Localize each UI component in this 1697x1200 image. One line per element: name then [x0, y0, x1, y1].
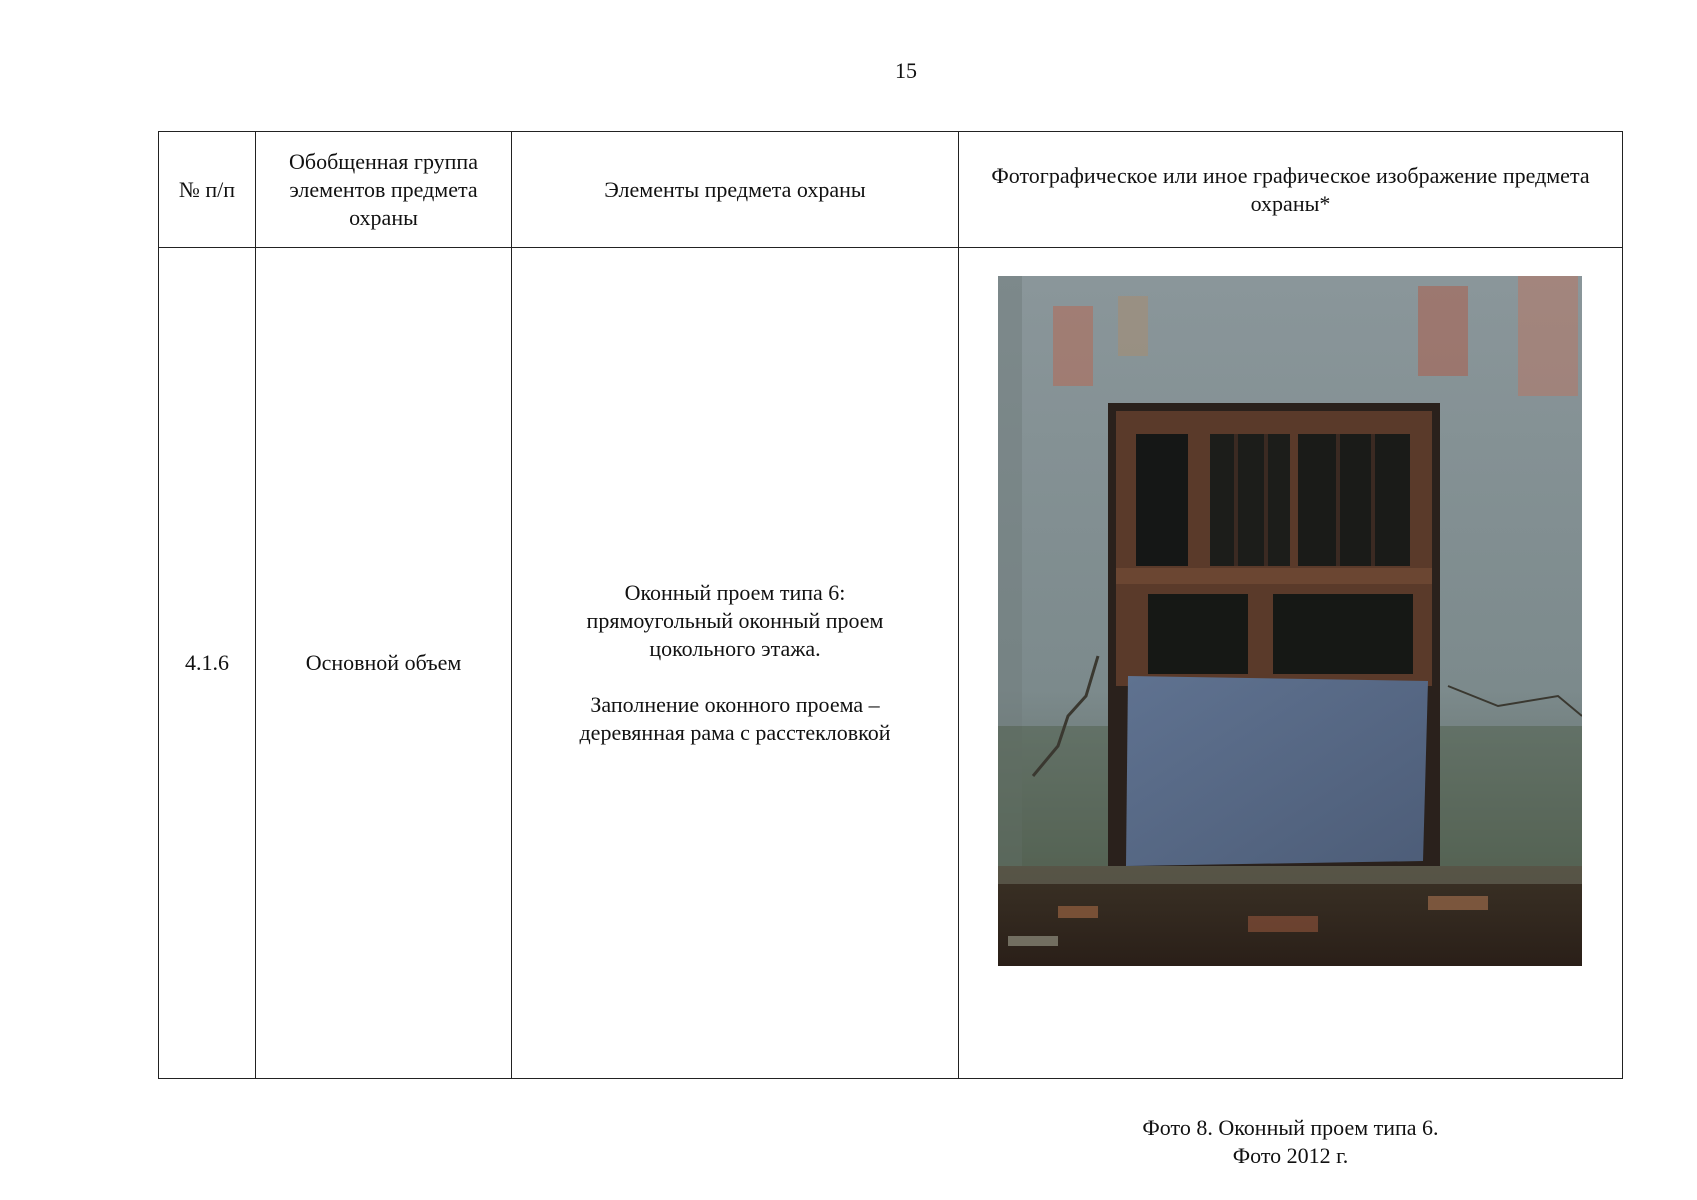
- header-elements: Элементы предмета охраны: [512, 132, 959, 248]
- element-line: Заполнение оконного проема –: [590, 692, 880, 717]
- element-line: Оконный проем типа 6:: [624, 580, 846, 605]
- photo-caption-line1: Фото 8. Оконный проем типа 6.: [1142, 1115, 1439, 1140]
- element-line: прямоугольный оконный проем: [586, 608, 884, 633]
- photo-caption-line2: Фото 2012 г.: [1232, 1143, 1349, 1168]
- window-photo: [998, 276, 1582, 966]
- header-number: № п/п: [159, 132, 256, 248]
- header-group: Обобщенная группа элементов предмета охраны: [256, 132, 512, 248]
- table-header-row: [159, 132, 1623, 248]
- row-group: Основной объем: [256, 248, 512, 1079]
- element-line: деревянная рама с расстекловкой: [579, 720, 891, 745]
- header-image: Фотографическое или иное графическое изображение предмета охраны*: [959, 132, 1623, 248]
- row-number: 4.1.6: [159, 248, 256, 1079]
- protection-table: [158, 131, 1623, 1168]
- page-number: 15: [895, 58, 917, 83]
- row-elements: [512, 248, 959, 1079]
- element-line: цокольного этажа.: [649, 636, 821, 661]
- row-image-cell: [959, 248, 1623, 1168]
- table-row: [159, 248, 1623, 1079]
